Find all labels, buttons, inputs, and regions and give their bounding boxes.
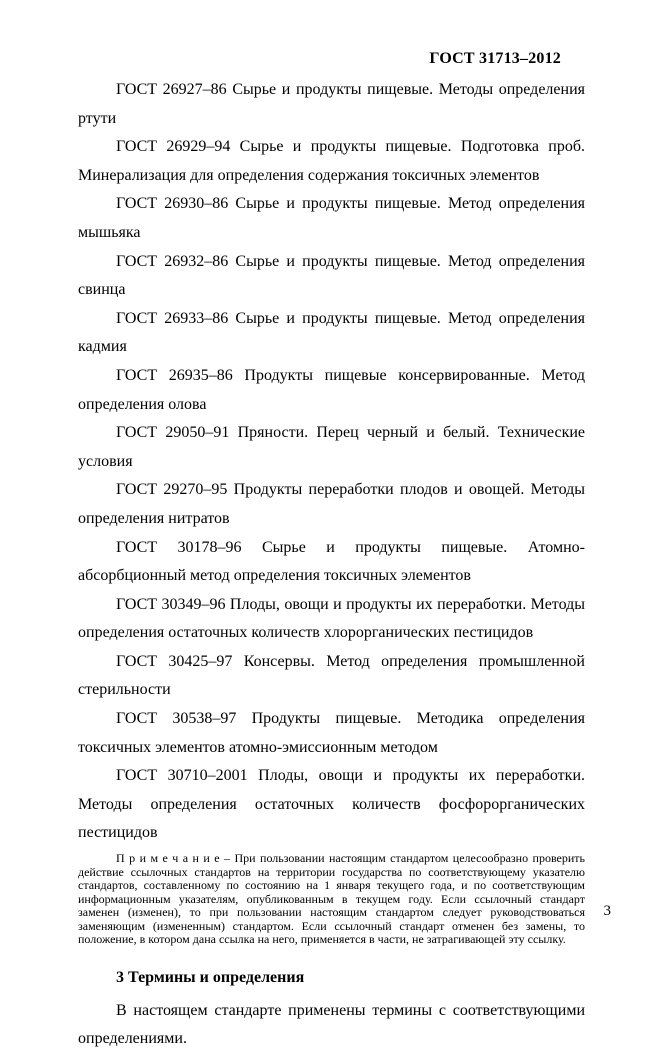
reference-item: ГОСТ 29270–95 Продукты переработки плодов и овощей. Методы определения нитратов	[78, 481, 585, 527]
document-designation: ГОСТ 31713–2012	[429, 50, 561, 67]
reference-item: ГОСТ 30425–97 Консервы. Метод определения промышленной стерильности	[78, 652, 585, 699]
reference-item: ГОСТ 29050–91 Пряности. Перец черный и белый. Технические условия	[78, 424, 585, 470]
section-heading: 3 Термины и определения	[116, 968, 305, 986]
reference-item: ГОСТ 26933–86 Сырье и продукты пищевые. Метод определения кадмия	[78, 309, 585, 356]
reference-item: ГОСТ 26935–86 Продукты пищевые консервированные. Метод определения олова	[78, 366, 585, 413]
reference-item: ГОСТ 30538–97 Продукты пищевые. Методика определения токсичных элементов атомно-эмиссионным методом	[78, 710, 585, 756]
note-paragraph: П р и м е ч а н и е – При пользовании настоящим стандартом целесообразно проверить действие ссылочных стандартов на территории государства по соответствующему указателю стандартов, составленному по состоянию на 1 января текущего года, и по соответствующим информационным указателям, опубликованным в текущем году. Если ссылочный стандарт заменен (изменен), то при пользовании настоящим стандартом следует руководствоваться заменяющим (измененным) стандартом. Если ссылочный стандарт отменен без замены, то положение, в котором дана ссылка на него, применяется в части, не затрагивающей эту ссылку.	[78, 851, 585, 947]
reference-item: ГОСТ 26932–86 Сырье и продукты пищевые. Метод определения свинца	[78, 252, 585, 299]
section-paragraph: В настоящем стандарте применены термины с соответствующими определениями.	[78, 1001, 585, 1048]
reference-item: ГОСТ 26927–86 Сырье и продукты пищевые. Методы определения ртути	[78, 81, 585, 127]
reference-item: ГОСТ 26929–94 Сырье и продукты пищевые. Подготовка проб. Минерализация для определения содержания токсичных элементов	[78, 138, 585, 184]
reference-item: ГОСТ 30349–96 Плоды, овощи и продукты их переработки. Методы определения остаточных количеств хлорорганических пестицидов	[78, 595, 585, 642]
references-list	[78, 76, 585, 848]
reference-item: ГОСТ 30178–96 Сырье и продукты пищевые. Атомно-абсорбционный метод определения токсичных элементов	[78, 538, 585, 585]
reference-item: ГОСТ 26930–86 Сырье и продукты пищевые. Метод определения мышьяка	[78, 195, 585, 241]
page-number: 3	[603, 903, 611, 919]
reference-item: ГОСТ 30710–2001 Плоды, овощи и продукты их переработки. Методы определения остаточных количеств фосфорорганических пестицидов	[78, 767, 585, 842]
